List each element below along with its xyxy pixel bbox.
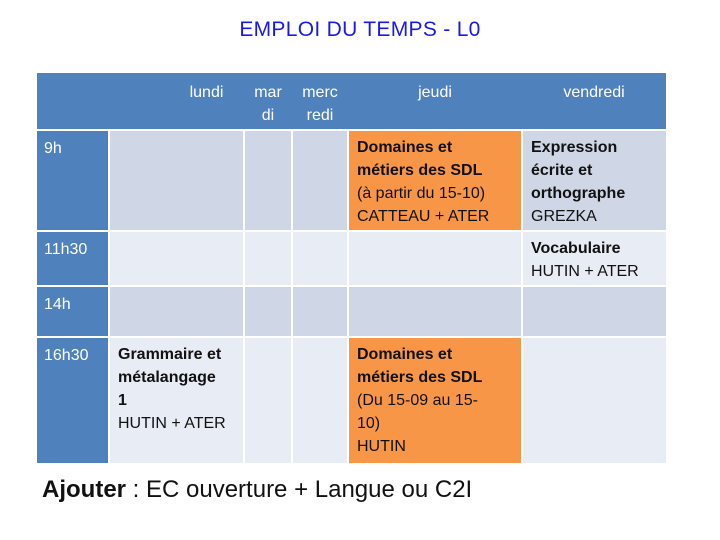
course-title-line1: Domaines et: [357, 139, 453, 156]
header-mardi: [244, 73, 292, 130]
header-lundi: [109, 73, 244, 130]
page-title: EMPLOI DU TEMPS - L0: [239, 18, 481, 41]
course-title-line2: écrite et: [531, 162, 593, 179]
course-title-line1: Domaines et: [357, 346, 453, 363]
footer-note-text: : EC ouverture + Langue ou C2I: [126, 476, 473, 503]
cell-mercredi-11h30: [292, 231, 348, 286]
footer-note: [42, 476, 472, 504]
cell-mardi-16h30: [244, 337, 292, 463]
course-title-line1: Grammaire et: [118, 346, 222, 363]
row-label-11h30: [37, 231, 109, 286]
row-label-11h30-text: 11h30: [44, 241, 88, 258]
cell-lundi-14h: [109, 286, 244, 337]
course-title-line2: métalangage: [118, 369, 216, 386]
header-lundi-label: lundi: [189, 84, 224, 101]
course-teacher: CATTEAU + ATER: [357, 208, 490, 225]
course-teacher: HUTIN + ATER: [118, 415, 226, 432]
header-mercredi-line1: merc: [302, 84, 338, 101]
row-label-16h30-text: 16h30: [44, 347, 89, 364]
course-title-2: [531, 159, 658, 182]
cell-mercredi-14h: [292, 286, 348, 337]
header-vendredi-label: vendredi: [563, 84, 625, 101]
course-title-line1: Expression: [531, 139, 618, 156]
header-mardi-line2: di: [261, 107, 275, 124]
header-mercredi: [292, 73, 348, 130]
course-teacher: HUTIN: [357, 438, 406, 455]
course-jeudi-9h: [348, 130, 522, 231]
course-title: [531, 237, 658, 260]
cell-mercredi-16h30: [292, 337, 348, 463]
course-lundi-16h30: [109, 337, 244, 463]
course-title-2: [118, 366, 236, 389]
cell-vendredi-14h: [522, 286, 666, 337]
row-label-14h: [37, 286, 109, 337]
course-teacher: GREZKA: [531, 208, 597, 225]
course-vendredi-9h: [522, 130, 666, 231]
cell-lundi-11h30: [109, 231, 244, 286]
header-vendredi: [522, 73, 666, 130]
course-title-line3: orthographe: [531, 185, 626, 202]
course-dates: (Du 15-09 au 15-: [357, 392, 478, 409]
header-jeudi-label: jeudi: [418, 84, 452, 101]
cell-jeudi-14h: [348, 286, 522, 337]
course-teacher: HUTIN + ATER: [531, 263, 639, 280]
course-jeudi-16h30: [348, 337, 522, 463]
course-title-line1: Vocabulaire: [531, 240, 621, 257]
header-jeudi: [348, 73, 522, 130]
course-title: [531, 136, 658, 159]
course-title-3: [531, 182, 658, 205]
course-title-line2: métiers des SDL: [357, 162, 483, 179]
cell-mercredi-9h: [292, 130, 348, 231]
cell-mardi-14h: [244, 286, 292, 337]
cell-jeudi-11h30: [348, 231, 522, 286]
row-label-9h-text: 9h: [44, 140, 62, 157]
row-label-14h-text: 14h: [44, 296, 71, 313]
course-title-line2: métiers des SDL: [357, 369, 483, 386]
cell-mardi-11h30: [244, 231, 292, 286]
course-title-3: [118, 389, 236, 412]
row-label-9h: [37, 130, 109, 231]
header-mardi-line1: mar: [254, 84, 282, 101]
cell-mardi-9h: [244, 130, 292, 231]
course-dates-2: 10): [357, 415, 381, 432]
cell-lundi-9h: [109, 130, 244, 231]
course-vendredi-11h30: [522, 231, 666, 286]
cell-vendredi-16h30: [522, 337, 666, 463]
header-mercredi-line2: redi: [306, 107, 334, 124]
course-title: [357, 136, 514, 159]
row-label-16h30: [37, 337, 109, 463]
course-dates: (à partir du 15-10): [357, 185, 486, 202]
course-title-line3: 1: [118, 392, 127, 409]
course-title: [118, 343, 236, 366]
course-title-2: [357, 159, 514, 182]
footer-note-bold: Ajouter: [42, 476, 126, 503]
course-title-2: [357, 366, 514, 389]
header-corner: [37, 73, 109, 130]
course-title: [357, 343, 514, 366]
